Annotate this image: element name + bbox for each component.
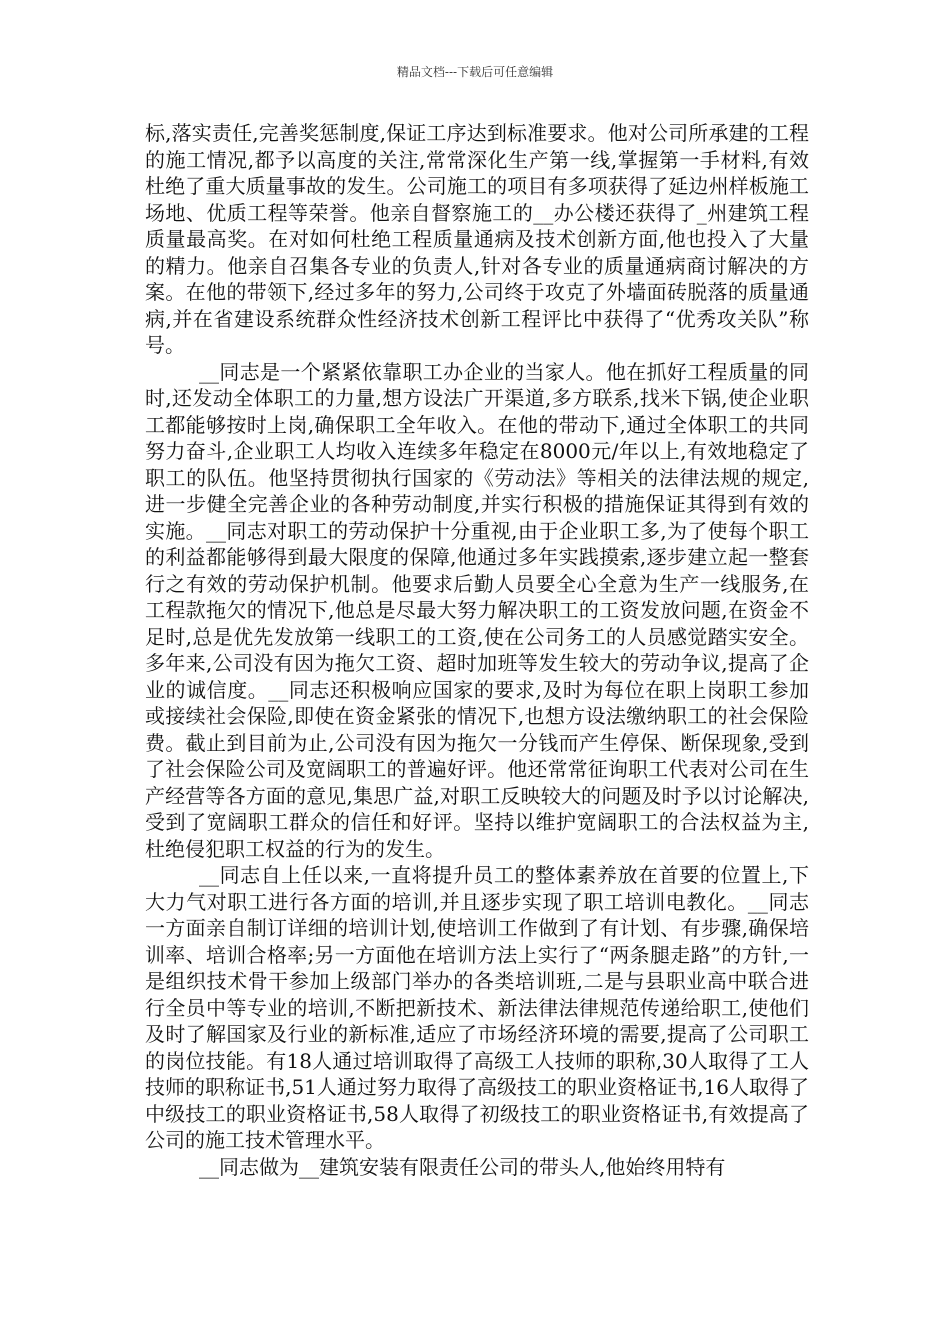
paragraph: 标,落实责任,完善奖惩制度,保证工序达到标准要求。他对公司所承建的工程的施工情况,都予以高度的关注,常常深化生产第一线,掌握第一手材料,有效杜绝了重大质量事故的发生。公司施工的项目有多项获得了延边州样板施工场地、优质工程等荣誉。他亲自督察施工的__办公楼还获得了_州建筑工程质量最高奖。在对如何杜绝工程质量通病及技术创新方面,他也投入了大量的精力。他亲自召集各专业的负责人,针对各专业的质量通病商讨解决的方案。在他的带领下,经过多年的努力,公司终于攻克了外墙面砖脱落的质量通病,并在省建设系统群众性经济技术创新工程评比中获得了“优秀攻关队”称号。 [145,121,809,357]
paragraph: __同志自上任以来,一直将提升员工的整体素养放在首要的位置上,下大力气对职工进行各方面的培训,并且逐步实现了职工培训电教化。__同志一方面亲自制订详细的培训计划,使培训工作做到了有计划、有步骤,确保培训率、培训合格率;另一方面他在培训方法上实行了“两条腿走路”的方针,一是组织技术骨干参加上级部门举办的各类培训班,二是与县职业高中联合进行全员中等专业的培训,不断把新技术、新法律法律规范传递给职工,使他们及时了解国家及行业的新标准,适应了市场经济环境的需要,提高了公司职工的岗位技能。有18人通过培训取得了高级工人技师的职称,30人取得了工人技师的职称证书,51人通过努力取得了高级技工的职业资格证书,16人取得了中级技工的职业资格证书,58人取得了初级技工的职业资格证书,有效提高了公司的施工技术管理水平。 [145,863,809,1152]
page-header: 精品文档---下载后可任意编辑 [396,65,554,79]
document-body [145,120,809,1180]
paragraph: __同志是一个紧紧依靠职工办企业的当家人。他在抓好工程质量的同时,还发动全体职工的力量,想方设法广开渠道,多方联系,找米下锅,使企业职工都能够按时上岗,确保职工全年收入。在他的带动下,通过全体职工的共同努力奋斗,企业职工人均收入连续多年稳定在8000元/年以上,有效地稳定了职工的队伍。他坚持贯彻执行国家的《劳动法》等相关的法律法规的规定,进一步健全完善企业的各种劳动制度,并实行积极的措施保证其得到有效的实施。__同志对职工的劳动保护十分重视,由于企业职工多,为了使每个职工的利益都能够得到最大限度的保障,他通过多年实践摸索,逐步建立起一整套行之有效的劳动保护机制。他要求后勤人员要全心全意为生产一线服务,在工程款拖欠的情况下,他总是尽最大努力解决职工的工资发放问题,在资金不足时,总是优先发放第一线职工的工资,使在公司务工的人员感觉踏实安全。多年来,公司没有因为拖欠工资、超时加班等发生较大的劳动争议,提高了企业的诚信度。__同志还积极响应国家的要求,及时为每位在职上岗职工参加或接续社会保险,即使在资金紧张的情况下,也想方设法缴纳职工的社会保险费。截止到目前为止,公司没有因为拖欠一分钱而产生停保、断保现象,受到了社会保险公司及宽阔职工的普遍好评。他还常常征询职工代表对公司在生产经营等各方面的意见,集思广益,对职工反映较大的问题及时予以讨论解决,受到了宽阔职工群众的信任和好评。坚持以维护宽阔职工的合法权益为主,杜绝侵犯职工权益的行为的发生。 [145,359,809,861]
paragraph: __同志做为__建筑安装有限责任公司的带头人,他始终用特有 [199,1154,726,1179]
